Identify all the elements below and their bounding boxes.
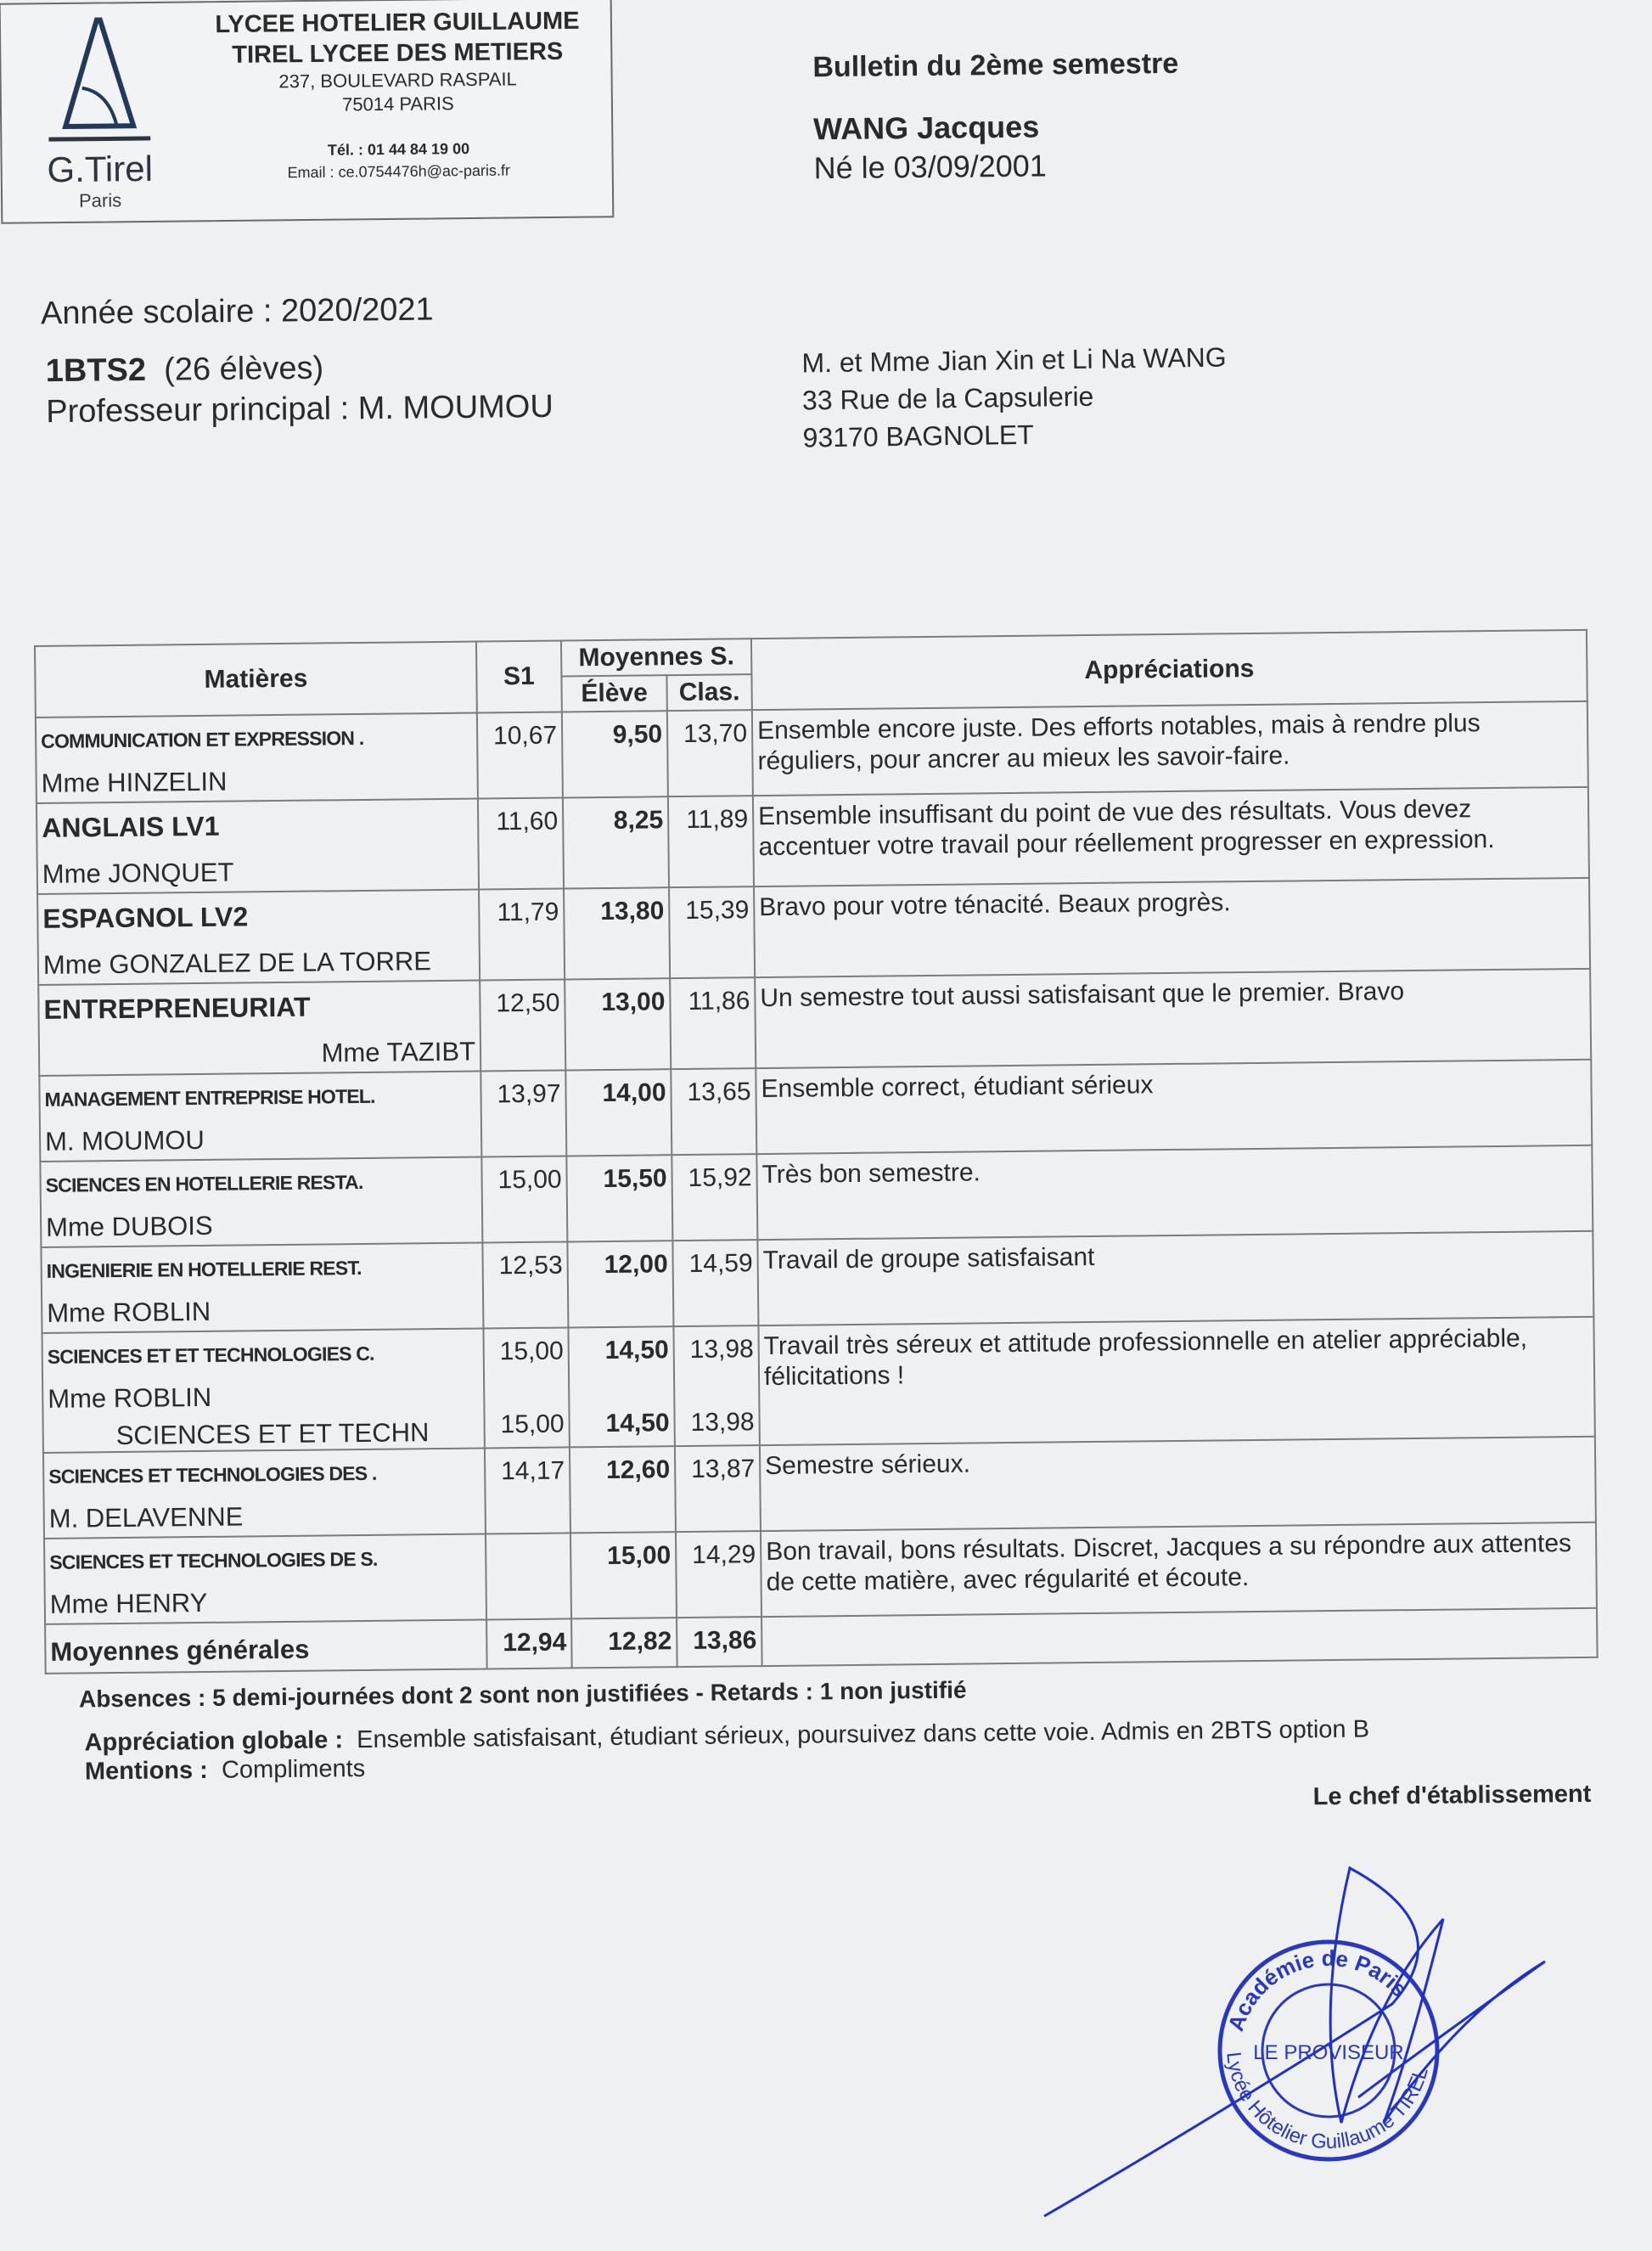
sub-s1: 15,00: [500, 1410, 565, 1439]
class-value: 13,70: [683, 719, 748, 748]
s1-value: 10,67: [492, 721, 558, 751]
teacher-name: Mme JONQUET: [42, 857, 234, 889]
main-teacher: Professeur principal : M. MOUMOU: [46, 388, 554, 431]
class-value: 14,29: [692, 1540, 756, 1569]
s1-value: 12,53: [498, 1251, 563, 1280]
subject-cell: [40, 1157, 482, 1247]
subject-name: SCIENCES ET TECHNOLOGIES DE S.: [49, 1547, 378, 1573]
appreciation: Travail très séreux et attitude professionnelle en atelier appréciable, félicitations !: [758, 1317, 1594, 1445]
appreciation: Travail de groupe satisfaisant: [757, 1231, 1593, 1325]
teacher-name: M. DELAVENNE: [48, 1501, 244, 1533]
class-value: 13,65: [687, 1078, 751, 1106]
student-value: 9,50: [612, 720, 663, 749]
appreciation: Bravo pour votre ténacité. Beaux progrès.: [754, 878, 1590, 977]
table-row: [37, 787, 1589, 894]
header-comments: Appréciations: [751, 630, 1587, 710]
brand-city: Paris: [78, 189, 122, 211]
absences: Absences : 5 demi-journées dont 2 sont non justifiées - Retards : 1 non justifié: [78, 1676, 967, 1713]
school-phone: Tél. : 01 44 84 19 00: [327, 139, 470, 159]
table-row: [43, 1437, 1596, 1539]
school-address-2: 75014 PARIS: [341, 93, 454, 115]
class-value: 15,92: [688, 1163, 752, 1192]
teacher-name: M. MOUMOU: [44, 1124, 205, 1156]
class-average: [669, 886, 755, 978]
subject-name: SCIENCES ET TECHNOLOGIES DES .: [48, 1461, 377, 1488]
header-subject: Matières: [35, 642, 477, 718]
subject-name: MANAGEMENT ENTREPRISE HOTEL.: [44, 1084, 375, 1111]
student-value: 12,00: [604, 1250, 668, 1280]
class-average: [670, 977, 756, 1069]
table-row: [39, 1060, 1592, 1162]
header-averages: Moyennes S.: [561, 639, 751, 676]
table-row: [36, 701, 1588, 803]
student-value: 8,25: [613, 806, 664, 835]
totals-label: Moyennes générales: [45, 1619, 487, 1673]
student-value: 12,60: [605, 1455, 671, 1484]
subject-name: ANGLAIS LV1: [42, 810, 220, 843]
class-value: 13,98: [689, 1335, 754, 1364]
s1-average: [483, 1327, 569, 1448]
s1-value: 15,00: [497, 1165, 562, 1195]
student-average: [563, 796, 669, 888]
table-row: [41, 1231, 1593, 1333]
school-year: Année scolaire : 2020/2021: [40, 291, 434, 332]
student-average: [568, 1326, 674, 1447]
class-average: [667, 710, 753, 796]
s1-value: [491, 1543, 565, 1544]
appreciation: Ensemble insuffisant du point de vue des résultats. Vous devez accentuer votre travail pour réellement progresser en expression.: [753, 787, 1589, 886]
teacher-name: Mme ROBLIN: [48, 1382, 212, 1414]
s1-value: 14,17: [500, 1456, 565, 1486]
bulletin-title: Bulletin du 2ème semestre: [812, 47, 1179, 84]
totals-comment: [761, 1608, 1598, 1666]
s1-value: 13,97: [497, 1079, 561, 1109]
mentions-text: Compliments: [221, 1754, 366, 1784]
teacher-name: Mme HENRY: [49, 1587, 208, 1619]
subject-cell: [44, 1533, 486, 1624]
class-value: 11,86: [688, 987, 750, 1016]
brand-name: G.Tirel: [47, 148, 154, 190]
student-value: 13,00: [601, 988, 666, 1017]
subject-name: COMMUNICATION ET EXPRESSION .: [41, 726, 364, 752]
s1-average: [479, 888, 565, 980]
appreciation: Ensemble correct, étudiant sérieux: [756, 1060, 1592, 1154]
stamp-center-text: LE PROVISEUR: [1253, 2041, 1404, 2064]
subject-name: INGENIERIE EN HOTELLERIE REST.: [46, 1257, 362, 1282]
table-row: [37, 878, 1590, 985]
s1-value: 15,00: [499, 1337, 564, 1366]
totals-student: 12,82: [571, 1618, 677, 1668]
mentions-label: Mentions :: [84, 1756, 209, 1786]
subject-name: SCIENCES EN HOTELLERIE RESTA.: [45, 1170, 363, 1196]
student-value: 14,50: [604, 1336, 669, 1365]
class-code: 1BTS2: [45, 352, 147, 390]
s1-average: [480, 1070, 566, 1156]
school-header-box: [0, 0, 614, 224]
student-average: [565, 1069, 671, 1156]
subject-cell: [37, 890, 480, 985]
appreciation: Un semestre tout aussi satisfaisant que le premier. Bravo: [755, 969, 1591, 1068]
sub-subject-label: SCIENCES ET ET TECHN: [115, 1417, 430, 1451]
student-average: [564, 887, 670, 979]
subject-cell: [37, 799, 479, 894]
grades-table: [34, 629, 1599, 1674]
subject-cell: [42, 1328, 484, 1452]
global-text: Ensemble satisfaisant, étudiant sérieux, poursuivez dans cette voie. Admis en 2BTS option B: [357, 1715, 1370, 1754]
subject-name: SCIENCES ET ET TECHNOLOGIES C.: [47, 1342, 374, 1368]
subject-cell: [36, 713, 478, 803]
eiffel-tower-icon: [48, 15, 151, 144]
student-name: WANG Jacques: [812, 109, 1040, 147]
sub-class: 13,98: [690, 1408, 755, 1437]
class-average: [672, 1240, 758, 1326]
teacher-name: Mme ROBLIN: [47, 1296, 211, 1328]
parents-name: M. et Mme Jian Xin et Li Na WANG: [801, 341, 1227, 379]
student-value: 13,80: [600, 897, 665, 926]
teacher-name: Mme DUBOIS: [45, 1210, 213, 1242]
school-name-1: LYCEE HOTELIER GUILLAUME: [215, 7, 580, 39]
s1-value: 12,50: [496, 988, 560, 1018]
class-value: 15,39: [685, 896, 750, 925]
table-row: [44, 1522, 1597, 1624]
appreciation: Semestre sérieux.: [760, 1437, 1596, 1531]
student-value: 14,00: [602, 1078, 666, 1108]
global-assessment: [84, 1713, 1596, 1787]
class-average: [671, 1068, 756, 1155]
s1-average: [480, 979, 565, 1071]
sub-student: 14,50: [605, 1409, 670, 1438]
s1-average: [477, 712, 563, 798]
table-row: [40, 1145, 1593, 1247]
class-size: (26 élèves): [163, 350, 324, 388]
grades-section: [34, 629, 1599, 1825]
table-row: [38, 969, 1591, 1076]
student-average: [566, 1155, 672, 1241]
parents-address: [801, 339, 1228, 457]
student-average: [570, 1532, 677, 1618]
totals-s1: 12,94: [486, 1618, 572, 1669]
parents-street: 33 Rue de la Capsulerie: [801, 380, 1094, 416]
signatory-title: Le chef d'établissement: [1312, 1780, 1592, 1811]
class-value: 14,59: [688, 1249, 753, 1278]
appreciation: Bon travail, bons résultats. Discret, Jacques a su répondre aux attentes de cette matière, avec régularité et écoute.: [761, 1522, 1597, 1617]
school-address-1: 237, BOULEVARD RASPAIL: [278, 68, 517, 93]
stamp-top-text: Académie de Paris: [1222, 1944, 1413, 2034]
student-birth: Né le 03/09/2001: [813, 148, 1048, 186]
class-average: [673, 1325, 759, 1446]
table-row: [42, 1317, 1594, 1453]
s1-average: [485, 1447, 570, 1533]
totals-class: 13,86: [677, 1617, 762, 1667]
student-average: [567, 1241, 673, 1327]
teacher-name: Mme HINZELIN: [41, 766, 228, 798]
school-logo: [26, 15, 172, 213]
header-student: Élève: [561, 675, 666, 712]
parents-city: 93170 BAGNOLET: [802, 419, 1035, 453]
student-average: [565, 978, 671, 1070]
appreciation: Ensemble encore juste. Des efforts notables, mais à rendre plus réguliers, pour ancrer au mieux les savoir-faire.: [752, 701, 1588, 796]
teacher-name: Mme GONZALEZ DE LA TORRE: [42, 946, 432, 980]
school-name-2: TIREL LYCEE DES METIERS: [232, 37, 564, 69]
school-email: Email : ce.0754476h@ac-paris.fr: [287, 161, 511, 182]
student-average: [562, 711, 668, 797]
student-value: 15,50: [603, 1164, 667, 1194]
class-average: [671, 1154, 757, 1241]
s1-value: 11,60: [496, 807, 559, 836]
official-stamp-signature: [1036, 1843, 1579, 2237]
teacher-name: Mme TAZIBT: [321, 1036, 476, 1068]
subject-cell: [38, 981, 480, 1076]
subject-name: ENTREPRENEURIAT: [43, 991, 311, 1025]
s1-average: [486, 1533, 571, 1619]
class-average: [676, 1531, 761, 1618]
s1-average: [482, 1241, 568, 1328]
class-value: 13,87: [690, 1455, 756, 1483]
class-average: [668, 796, 754, 887]
global-label: Appréciation globale :: [84, 1726, 344, 1757]
appreciation: Très bon semestre.: [756, 1145, 1593, 1240]
class-info: [46, 346, 554, 432]
class-value: 11,89: [686, 805, 749, 834]
header-s1: S1: [476, 640, 562, 712]
header-class: Clas.: [666, 674, 751, 711]
bulletin-header: [812, 48, 1179, 187]
subject-name: ESPAGNOL LV2: [42, 901, 249, 934]
subject-cell: [39, 1072, 481, 1162]
student-average: [570, 1446, 676, 1533]
s1-average: [481, 1156, 567, 1242]
subject-cell: [43, 1448, 486, 1538]
s1-value: 11,79: [497, 898, 559, 927]
class-average: [675, 1445, 761, 1532]
subject-cell: [41, 1243, 483, 1333]
student-value: 15,00: [607, 1541, 671, 1570]
stamp-bottom-text: Lycée Hôtelier Guillaume TIREL: [1222, 2051, 1433, 2154]
s1-average: [478, 797, 564, 889]
